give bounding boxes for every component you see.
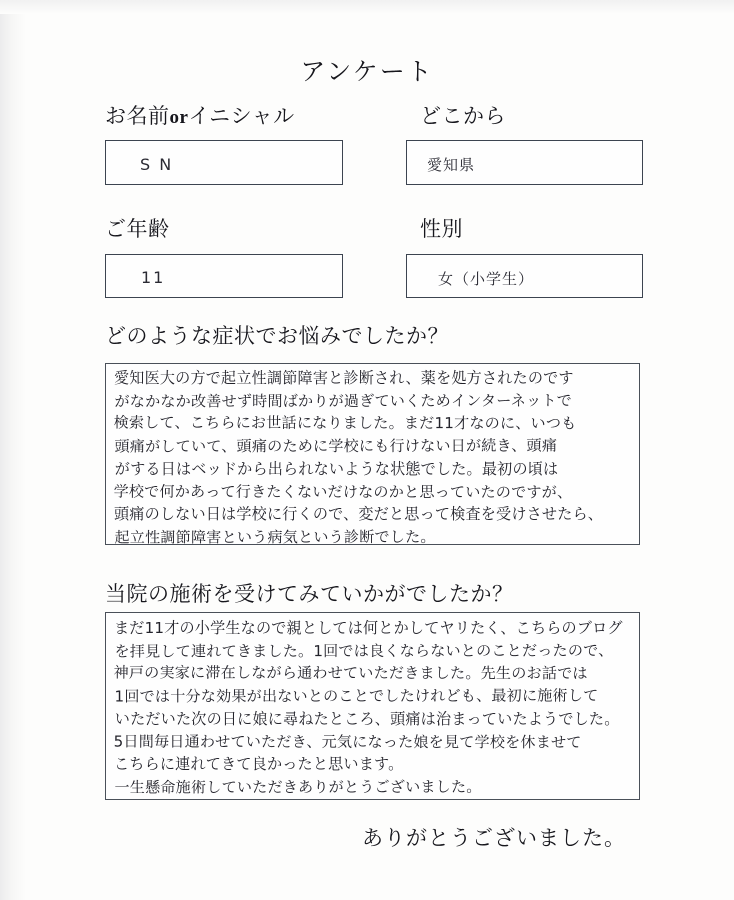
field-label-location: どこから xyxy=(420,104,506,128)
answer-line: 1回では十分な効果が出ないとのことでしたけれども、最初に施術して xyxy=(114,686,599,706)
page-title: アンケート xyxy=(300,59,434,86)
field-label-gender: 性別 xyxy=(420,217,463,241)
scan-top-shadow xyxy=(0,0,734,14)
answer-line: がなかなか改善せず時間ばかりが過ぎていくためインターネットで xyxy=(114,391,572,411)
answer-line: 一生懸命施術していただきありがとうございました。 xyxy=(114,777,482,797)
scan-edge-shadow xyxy=(0,0,26,900)
answer-line: 神戸の実家に滞在しながら通わせていただきました。先生のお話では xyxy=(113,663,588,683)
question-2-heading: 当院の施術を受けてみていかがでしたか？ xyxy=(105,582,514,606)
field-label-name-or: or xyxy=(169,107,189,128)
age-field-value: 11 xyxy=(141,268,166,287)
field-label-name-suffix: イニシャル xyxy=(188,104,295,128)
question-2-answer-text xyxy=(114,617,636,797)
answer-line: がする日はベッドから出られないような状態でした。最初の頃は xyxy=(114,459,559,478)
field-label-name xyxy=(105,100,295,130)
answer-line: 学校で何かあって行きたくないだけなのかと思っていたのですが、 xyxy=(113,482,573,501)
question-1-heading: どのような症状でお悩みでしたか？ xyxy=(105,324,449,348)
field-label-age: ご年齢 xyxy=(105,217,170,241)
answer-line: まだ11才の小学生なので親としては何とかしてヤリたく、こちらのブログ xyxy=(114,619,623,637)
answer-line: を拝見して連れてきました。1回では良くならないとのことだったので、 xyxy=(114,641,614,661)
closing-thanks: ありがとうございました。 xyxy=(362,826,626,850)
answer-line: 検索して、こちらにお世話になりました。まだ11才なのに、いつも xyxy=(113,413,577,433)
answer-line: こちらに連れてきて良かったと思います。 xyxy=(114,755,404,774)
gender-field-value: 女（小学生） xyxy=(438,270,535,288)
answer-line: 頭痛がしていて、頭痛のために学校にも行けない日が続き、頭痛 xyxy=(114,436,558,456)
answer-line: 5日間毎日通わせていただき、元気になった娘を見て学校を休ませて xyxy=(113,732,582,751)
name-field-value: S N xyxy=(140,155,174,174)
location-field-value: 愛知県 xyxy=(427,156,476,174)
answer-line: 頭痛のしない日は学校に行くので、変だと思って検査を受けさせたら、 xyxy=(114,505,604,524)
field-label-name-prefix: お名前 xyxy=(105,104,170,128)
answer-line: 愛知医大の方で起立性調節障害と診断され、薬を処方されたのです xyxy=(114,369,574,387)
answer-line: 起立性調節障害という病気という診断でした。 xyxy=(114,527,436,547)
question-1-answer-text xyxy=(113,367,636,547)
answer-line: いただいた次の日に娘に尋ねたところ、頭痛は治まっていたようでした。 xyxy=(114,709,620,728)
